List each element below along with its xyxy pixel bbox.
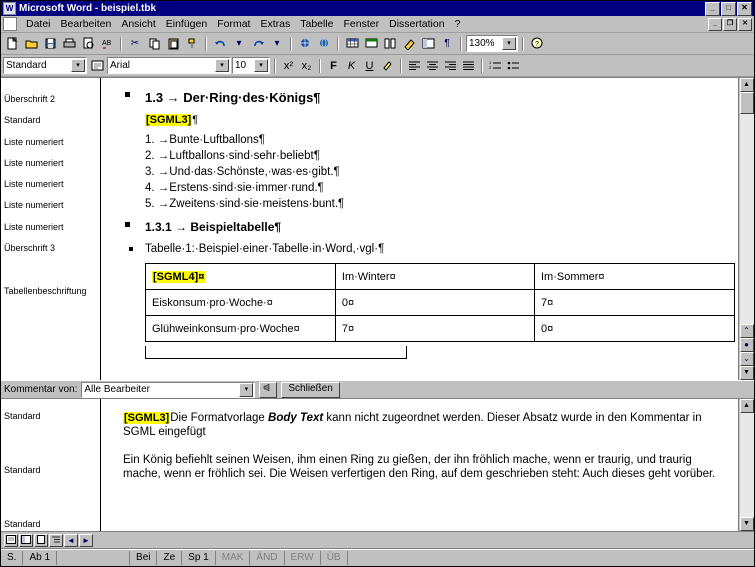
- font-size-dropdown-icon[interactable]: ▾: [254, 59, 268, 72]
- status-line: Ze: [157, 551, 182, 565]
- word-table[interactable]: [145, 263, 735, 342]
- table-header-cell[interactable]: [146, 264, 336, 290]
- title-bar: [1, 1, 754, 16]
- web-toolbar-icon[interactable]: [315, 35, 333, 52]
- online-layout-view-button[interactable]: [19, 534, 33, 547]
- font-value: Arial: [110, 60, 131, 71]
- help-icon[interactable]: [528, 35, 546, 52]
- insert-excel-table-icon[interactable]: [362, 35, 380, 52]
- style-dropdown-icon[interactable]: ▾: [71, 59, 85, 72]
- table-row[interactable]: [146, 316, 735, 342]
- empty-paragraph-frame[interactable]: [145, 346, 407, 359]
- heading-1-3: [119, 90, 738, 105]
- superscript-icon[interactable]: x²: [283, 59, 294, 72]
- undo-icon[interactable]: [211, 35, 229, 52]
- table-row[interactable]: [146, 264, 735, 290]
- minimize-button[interactable]: _: [705, 2, 720, 16]
- menu-einfuegen[interactable]: Einfügen: [165, 18, 208, 30]
- document-pane[interactable]: [1, 77, 754, 380]
- sgml3-tag-line: [119, 114, 738, 126]
- document-map-icon[interactable]: [419, 35, 437, 52]
- comment-paragraph-2: Ein König befiehlt seinen Weisen, ihm einen Ring zu gießen, der ihn fröhlich mache, wenn er traurig, und traurig mache, wenn er fröhlich sei. Die Weisen verfertigen den Ring, auf dem geschrieben steht: Auch dieses geht vorüber.: [123, 454, 716, 480]
- comment-text-after: kann nicht zugeordnet werden. Dieser Absatz wurde in den Kommentar in SGML eingefügt: [123, 412, 702, 438]
- sgml3-tag: [SGML3]: [124, 412, 170, 424]
- highlight-icon[interactable]: [379, 58, 396, 74]
- open-icon[interactable]: [22, 35, 40, 52]
- style-label: Standard: [4, 465, 41, 475]
- align-right-icon[interactable]: [442, 58, 459, 74]
- page-layout-view-button[interactable]: [34, 534, 48, 547]
- menu-bar: [1, 16, 754, 33]
- style-label: Liste numeriert: [4, 136, 64, 147]
- table-cell[interactable]: 7¤: [335, 316, 534, 342]
- font-size-value: 10: [235, 60, 247, 71]
- table-cell[interactable]: Glühweinkonsum·pro·Woche¤: [146, 316, 336, 342]
- outline-bullet-icon: [125, 222, 130, 227]
- style-label: Liste numeriert: [4, 157, 64, 168]
- style-label: Standard: [4, 411, 41, 421]
- document-text-area[interactable]: [101, 78, 738, 380]
- copy-icon[interactable]: [145, 35, 163, 52]
- status-extend-selection[interactable]: ERW: [285, 551, 321, 565]
- underline-icon[interactable]: U: [365, 59, 374, 72]
- play-sound-comment-icon[interactable]: [259, 382, 277, 398]
- status-track-changes[interactable]: ÄND: [250, 551, 284, 565]
- table-cell[interactable]: 7¤: [534, 290, 734, 316]
- list-item: 5. →Zweitens·sind·sie·meistens·bunt.¶: [145, 198, 345, 210]
- zoom-combo[interactable]: [466, 35, 518, 52]
- status-at: Bei: [130, 551, 157, 565]
- bold-icon[interactable]: F: [330, 59, 337, 72]
- view-buttons-bar: [1, 532, 754, 549]
- numbered-list-icon[interactable]: [487, 58, 504, 74]
- horizontal-scroll-right-button[interactable]: ►: [79, 534, 93, 547]
- bulleted-list-icon[interactable]: [505, 58, 522, 74]
- table-caption: [119, 243, 738, 255]
- align-left-icon[interactable]: [406, 58, 423, 74]
- maximize-button[interactable]: □: [721, 2, 736, 16]
- style-label: Standard: [4, 519, 41, 529]
- scroll-track[interactable]: [740, 114, 754, 324]
- document-window-controls: [708, 18, 752, 31]
- style-label: Liste numeriert: [4, 221, 64, 232]
- comment-text-area[interactable]: [101, 399, 738, 531]
- select-browse-object-prev-icon[interactable]: ⌃: [740, 324, 754, 338]
- heading-1-3-1-text: 1.3.1 → Beispieltabelle¶: [145, 220, 282, 234]
- print-preview-icon[interactable]: [79, 35, 97, 52]
- window-title: Microsoft Word - beispiel.tbk: [19, 3, 157, 14]
- style-label: Überschrift 3: [4, 243, 56, 254]
- menu-dissertation[interactable]: Dissertation: [389, 18, 445, 30]
- print-icon[interactable]: [60, 35, 78, 52]
- columns-icon[interactable]: [381, 35, 399, 52]
- formatting-toolbar: [1, 55, 754, 77]
- comment-vertical-scrollbar[interactable]: [738, 399, 754, 531]
- menu-ansicht[interactable]: Ansicht: [121, 18, 156, 30]
- paste-icon[interactable]: [164, 35, 182, 52]
- redo-icon[interactable]: [249, 35, 267, 52]
- document-icon[interactable]: [3, 17, 17, 31]
- word-app-icon[interactable]: W: [3, 2, 16, 15]
- style-label: Standard: [4, 115, 41, 126]
- menu-bearbeiten[interactable]: Bearbeiten: [60, 18, 112, 30]
- redo-dropdown-icon[interactable]: ▾: [274, 38, 280, 49]
- list-item: 1. →Bunte·Luftballons¶: [145, 134, 265, 146]
- document-vertical-scrollbar[interactable]: [738, 78, 754, 380]
- table-row[interactable]: [146, 290, 735, 316]
- doc-minimize-button[interactable]: _: [708, 18, 722, 31]
- scroll-down-button[interactable]: ▼: [740, 366, 754, 380]
- font-combo[interactable]: [107, 57, 231, 74]
- menu-format[interactable]: Format: [217, 18, 251, 30]
- body-text-style-name: Body Text: [268, 412, 324, 424]
- menu-datei[interactable]: Datei: [26, 18, 51, 30]
- doc-restore-button[interactable]: ❐: [723, 18, 737, 31]
- comment-scroll-up-button[interactable]: ▲: [740, 399, 754, 413]
- font-dropdown-icon[interactable]: ▾: [215, 59, 229, 72]
- scroll-thumb[interactable]: [740, 92, 754, 114]
- comment-pane[interactable]: [1, 399, 754, 532]
- table-cell[interactable]: 0¤: [335, 290, 534, 316]
- style-area: [1, 78, 101, 380]
- normal-view-button[interactable]: [4, 534, 18, 547]
- scroll-up-button[interactable]: ▲: [740, 78, 754, 92]
- table-caption-text: Tabelle·1:·Beispiel·einer·Tabelle·in·Word,·vgl·¶: [145, 243, 385, 255]
- list-item: 2. →Luftballons·sind·sehr·beliebt¶: [145, 150, 320, 162]
- select-browse-object-icon[interactable]: ●: [740, 338, 754, 352]
- menu-tabelle[interactable]: Tabelle: [300, 18, 334, 30]
- status-page: S.: [1, 551, 23, 565]
- outline-bullet-icon: [125, 92, 130, 97]
- undo-dropdown-icon[interactable]: ▾: [236, 38, 242, 49]
- status-bar: [1, 549, 754, 566]
- window-controls: [705, 2, 752, 16]
- heading-1-3-1: [119, 220, 738, 234]
- outline-view-button[interactable]: [49, 534, 63, 547]
- comment-text-before: Die Formatvorlage: [170, 412, 269, 424]
- comment-pane-toolbar: [1, 380, 754, 399]
- style-label: Liste numeriert: [4, 179, 64, 190]
- status-column: Sp 1: [182, 551, 216, 565]
- spelling-icon[interactable]: [98, 35, 116, 52]
- reviewer-combo[interactable]: [81, 382, 255, 398]
- comment-scroll-track[interactable]: [740, 413, 754, 517]
- list-item: 4. →Erstens·sind·sie·immer·rund.¶: [145, 182, 324, 194]
- subscript-icon[interactable]: x₂: [301, 59, 312, 72]
- svg-text:1: 1: [489, 60, 492, 65]
- zoom-dropdown-icon[interactable]: ▾: [502, 37, 516, 50]
- svg-text:?: ?: [534, 41, 539, 48]
- align-center-icon[interactable]: [424, 58, 441, 74]
- pilcrow-mark: ¶: [192, 114, 199, 126]
- status-section: Ab 1: [23, 551, 57, 565]
- horizontal-scroll-left-button[interactable]: ◄: [64, 534, 78, 547]
- svg-text:AB: AB: [101, 40, 111, 47]
- comment-style-area: [1, 399, 101, 531]
- standard-toolbar: [1, 33, 754, 55]
- menu-fenster[interactable]: Fenster: [343, 18, 380, 30]
- close-button[interactable]: ✕: [737, 2, 752, 16]
- table-cell[interactable]: 0¤: [534, 316, 734, 342]
- select-browse-object-next-icon[interactable]: ⌄: [740, 352, 754, 366]
- menu-extras[interactable]: Extras: [260, 18, 291, 30]
- zoom-value: 130%: [469, 38, 495, 49]
- format-painter-icon[interactable]: [183, 35, 201, 52]
- cut-icon[interactable]: ✂: [130, 38, 140, 49]
- status-overtype[interactable]: ÜB: [321, 551, 348, 565]
- comment-scroll-down-button[interactable]: ▼: [740, 517, 754, 531]
- comment-paragraph-1: [123, 411, 724, 439]
- outline-bullet-icon: [129, 247, 133, 251]
- style-label: Überschrift 2: [4, 94, 56, 104]
- sgml3-tag: [SGML3]: [146, 114, 192, 126]
- new-document-icon[interactable]: [3, 35, 21, 52]
- reviewer-value: Alle Bearbeiter: [84, 384, 150, 395]
- style-label: Liste numeriert: [4, 200, 64, 211]
- insert-hyperlink-icon[interactable]: [296, 35, 314, 52]
- style-value: Standard: [6, 60, 47, 71]
- sgml4-tag: [SGML4]¤: [153, 270, 205, 283]
- status-macro-record[interactable]: MAK: [216, 551, 251, 565]
- doc-close-button[interactable]: ✕: [738, 18, 752, 31]
- table-header-cell[interactable]: Im·Sommer¤: [534, 264, 734, 290]
- style-preview-icon[interactable]: [88, 57, 106, 74]
- close-comment-pane-button[interactable]: Schließen: [281, 382, 339, 398]
- status-page-count: [57, 551, 130, 565]
- reviewer-dropdown-icon[interactable]: ▾: [239, 383, 253, 397]
- insert-table-icon[interactable]: [343, 35, 361, 52]
- status-spacer: [348, 551, 754, 565]
- list-item: 3. →Und·das·Schönste,·was·es·gibt.¶: [145, 166, 340, 178]
- font-size-combo[interactable]: [232, 57, 270, 74]
- drawing-icon[interactable]: [400, 35, 418, 52]
- style-label: Tabellenbeschriftung: [4, 286, 87, 297]
- menu-help[interactable]: ?: [454, 18, 461, 30]
- svg-text:2: 2: [489, 65, 492, 70]
- heading-1-3-text: 1.3 → Der·Ring·des·Königs¶: [145, 90, 321, 105]
- style-combo[interactable]: [3, 57, 87, 74]
- comment-from-label: Kommentar von:: [4, 384, 78, 395]
- show-formatting-icon[interactable]: ¶: [444, 38, 450, 49]
- justify-icon[interactable]: [460, 58, 477, 74]
- italic-icon[interactable]: K: [347, 59, 356, 72]
- table-header-cell[interactable]: Im·Winter¤: [335, 264, 534, 290]
- table-cell[interactable]: Eiskonsum·pro·Woche·¤: [146, 290, 336, 316]
- save-icon[interactable]: [41, 35, 59, 52]
